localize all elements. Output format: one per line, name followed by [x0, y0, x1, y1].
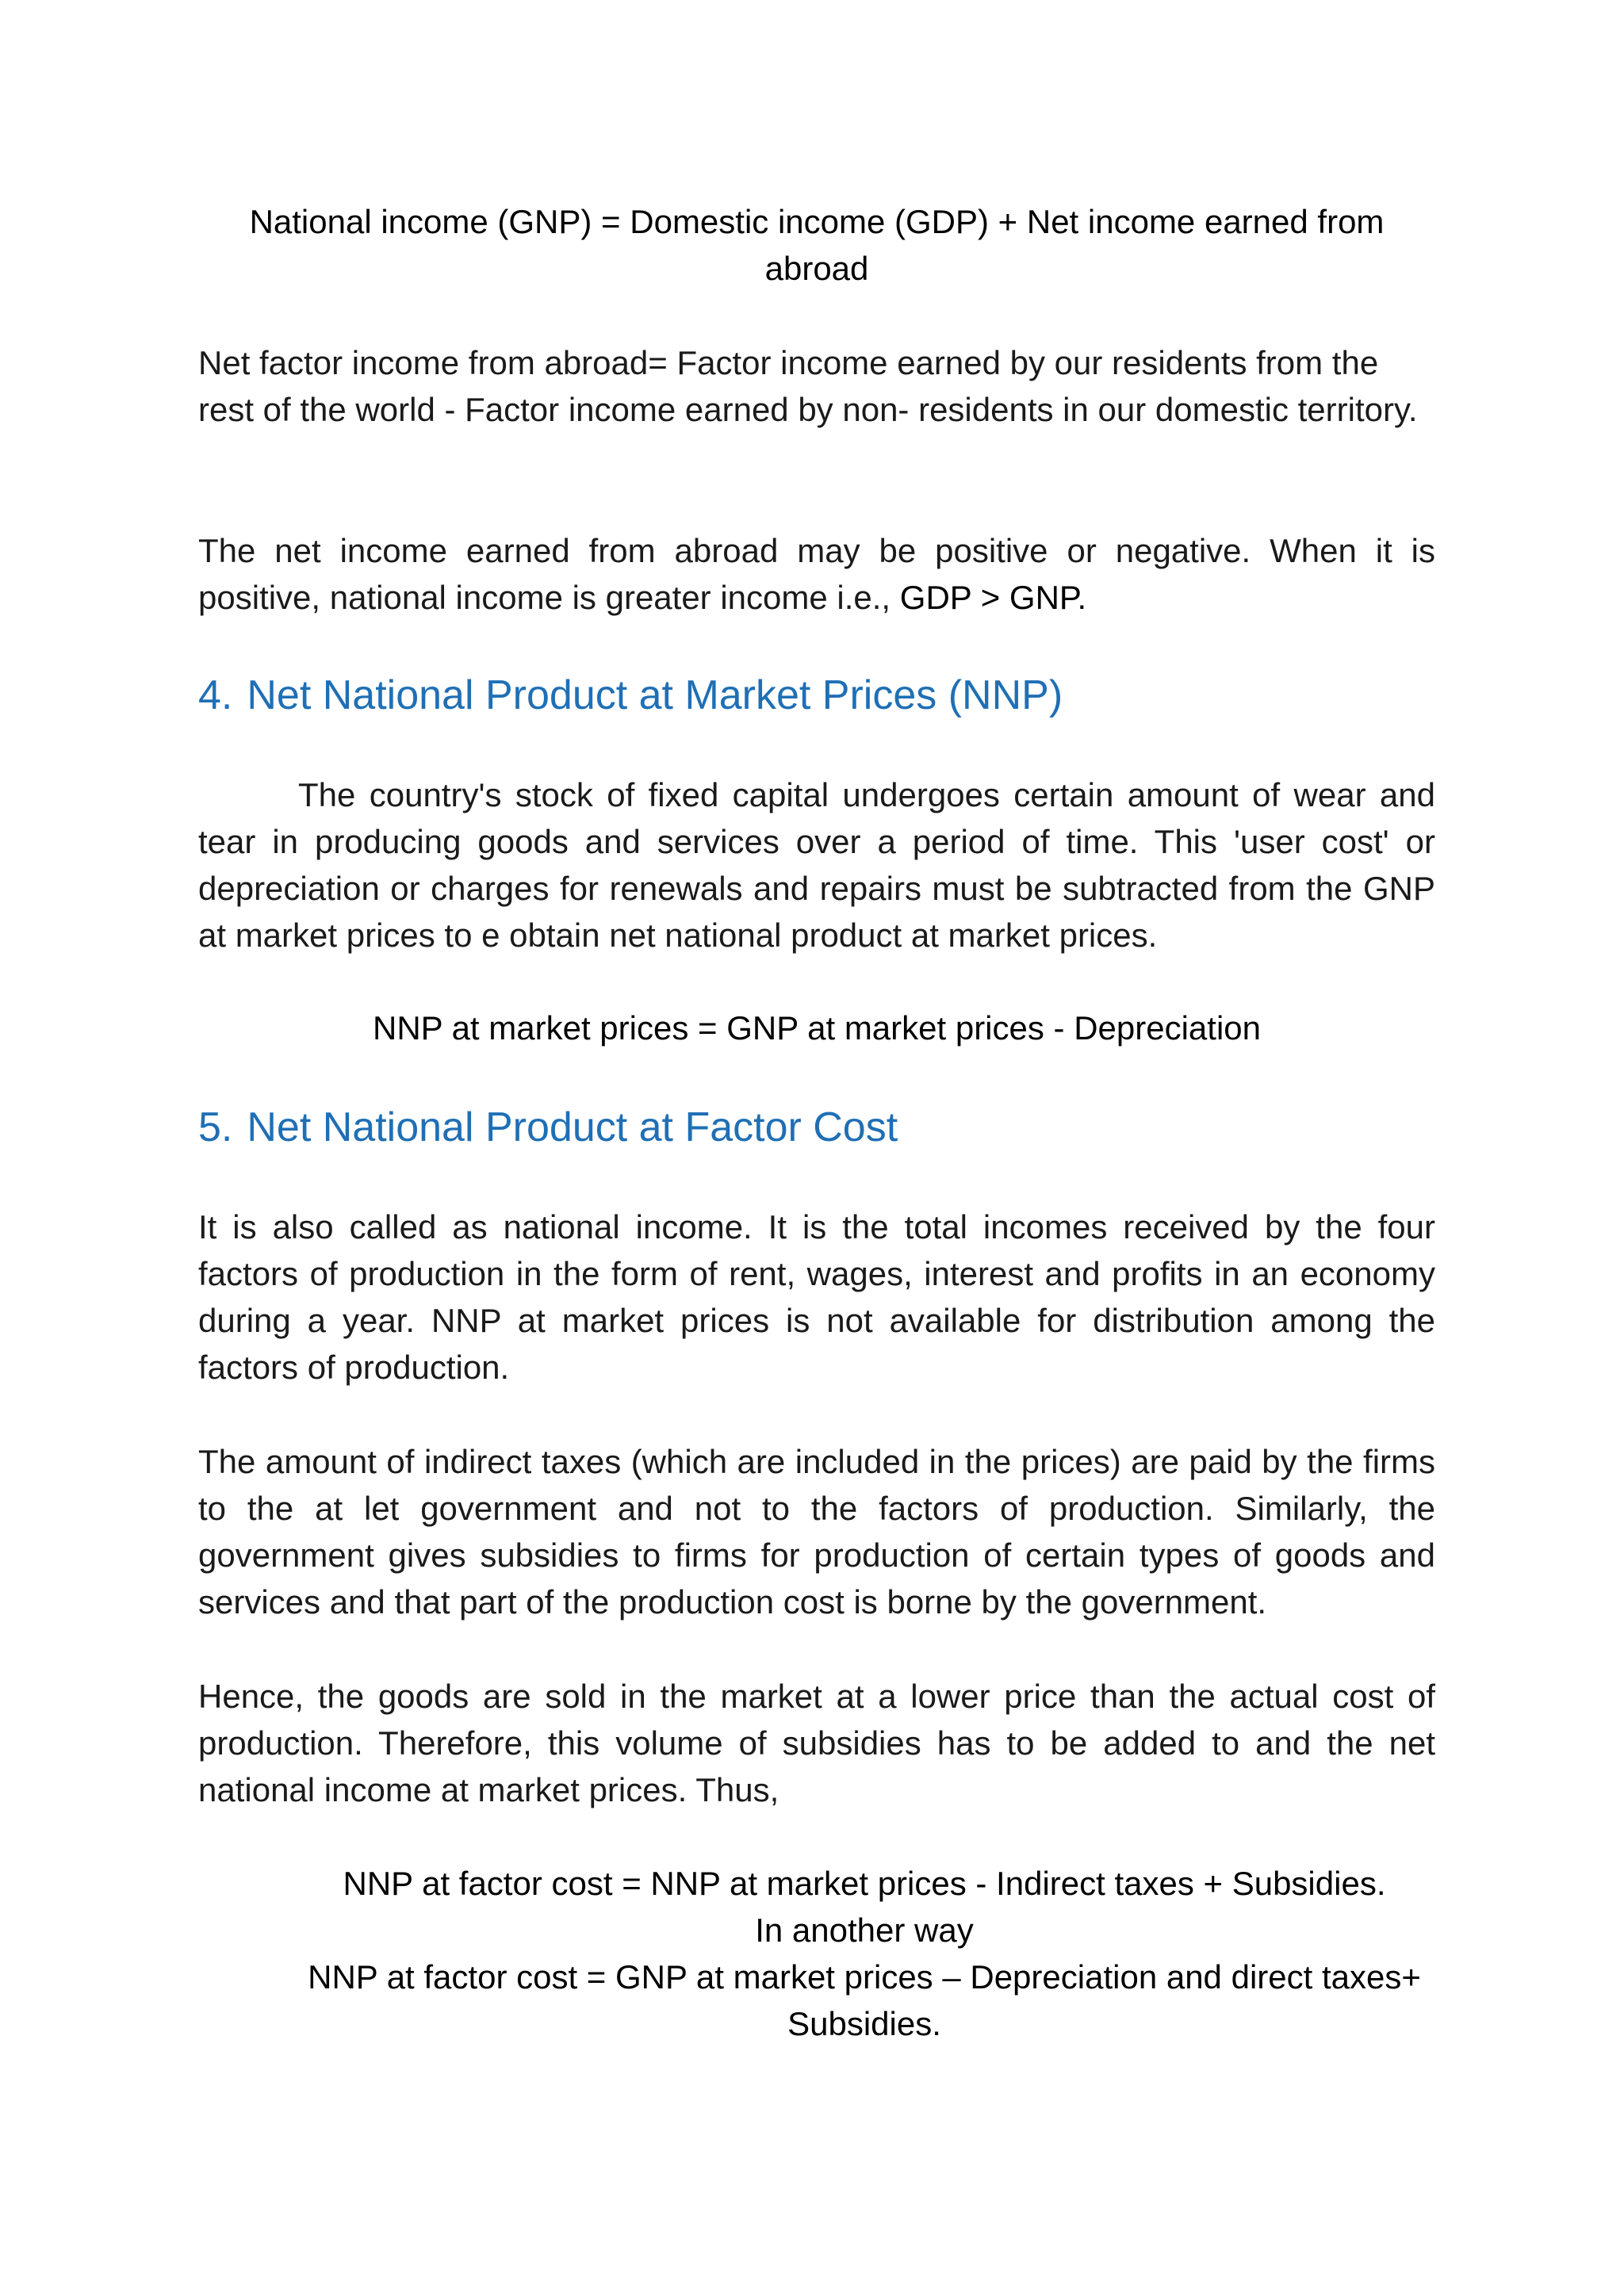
section-4-title: Net National Product at Market Prices (NNP)	[247, 672, 1063, 718]
net-income-abroad-paragraph	[198, 527, 1435, 621]
formula-connector: In another way	[755, 1911, 974, 1949]
gnp-formula-line1: National income (GNP) = Domestic income (GDP) + Net income earned from	[249, 203, 1385, 240]
nnp-market-prices-formula: NNP at market prices = GNP at market prices - Depreciation	[372, 1009, 1261, 1047]
section-5-paragraph-2: The amount of indirect taxes (which are included in the prices) are paid by the firms to the at let government and not to the factors of production. Similarly, the government gives subsidies to firms for production of certain types of goods and services and that part of the production cost is borne by the government.	[198, 1443, 1435, 1621]
nnp-factor-cost-formula-2-line2: Subsidies.	[787, 2005, 941, 2042]
net-factor-income-paragraph: Net factor income from abroad= Factor income earned by our residents from the rest of the world - Factor income earned by non- residents in our domestic territory.	[198, 344, 1418, 428]
nnp-factor-cost-formula-block	[293, 1860, 1435, 2047]
section-4-paragraph: The country's stock of fixed capital undergoes certain amount of wear and tear in producing goods and services over a period of time. This 'user cost' or depreciation or charges for renewals and repairs must be subtracted from the GNP at market prices to e obtain net national product at market prices.	[198, 776, 1435, 954]
section-4-heading	[198, 670, 1063, 721]
nnp-factor-cost-formula-2-line1: NNP at factor cost = GNP at market prices – Depreciation and direct taxes+	[308, 1958, 1421, 1996]
net-income-abroad-text: The net income earned from abroad may be positive or negative. When it is positive, national income is greater income i.e.,	[198, 532, 1435, 616]
gnp-formula-line2: abroad	[764, 250, 869, 287]
section-5-heading	[198, 1102, 898, 1153]
section-5-title: Net National Product at Factor Cost	[247, 1104, 898, 1150]
nnp-factor-cost-formula-1: NNP at factor cost = NNP at market prices - Indirect taxes + Subsidies.	[343, 1865, 1386, 1902]
gdp-gnp-emphasis: GDP > GNP.	[899, 579, 1087, 616]
section-5-paragraph-3: Hence, the goods are sold in the market at a lower price than the actual cost of production. Therefore, this volume of subsidies has to be added to and the net national income at market prices. Thus,	[198, 1678, 1435, 1808]
section-5-number: 5.	[198, 1104, 233, 1150]
section-4-number: 4.	[198, 672, 233, 718]
gnp-formula	[198, 198, 1435, 292]
section-5-paragraph-1: It is also called as national income. It is the total incomes received by the four factors of production in the form of rent, wages, interest and profits in an economy during a year. NNP at market prices is not available for distribution among the factors of production.	[198, 1208, 1435, 1386]
